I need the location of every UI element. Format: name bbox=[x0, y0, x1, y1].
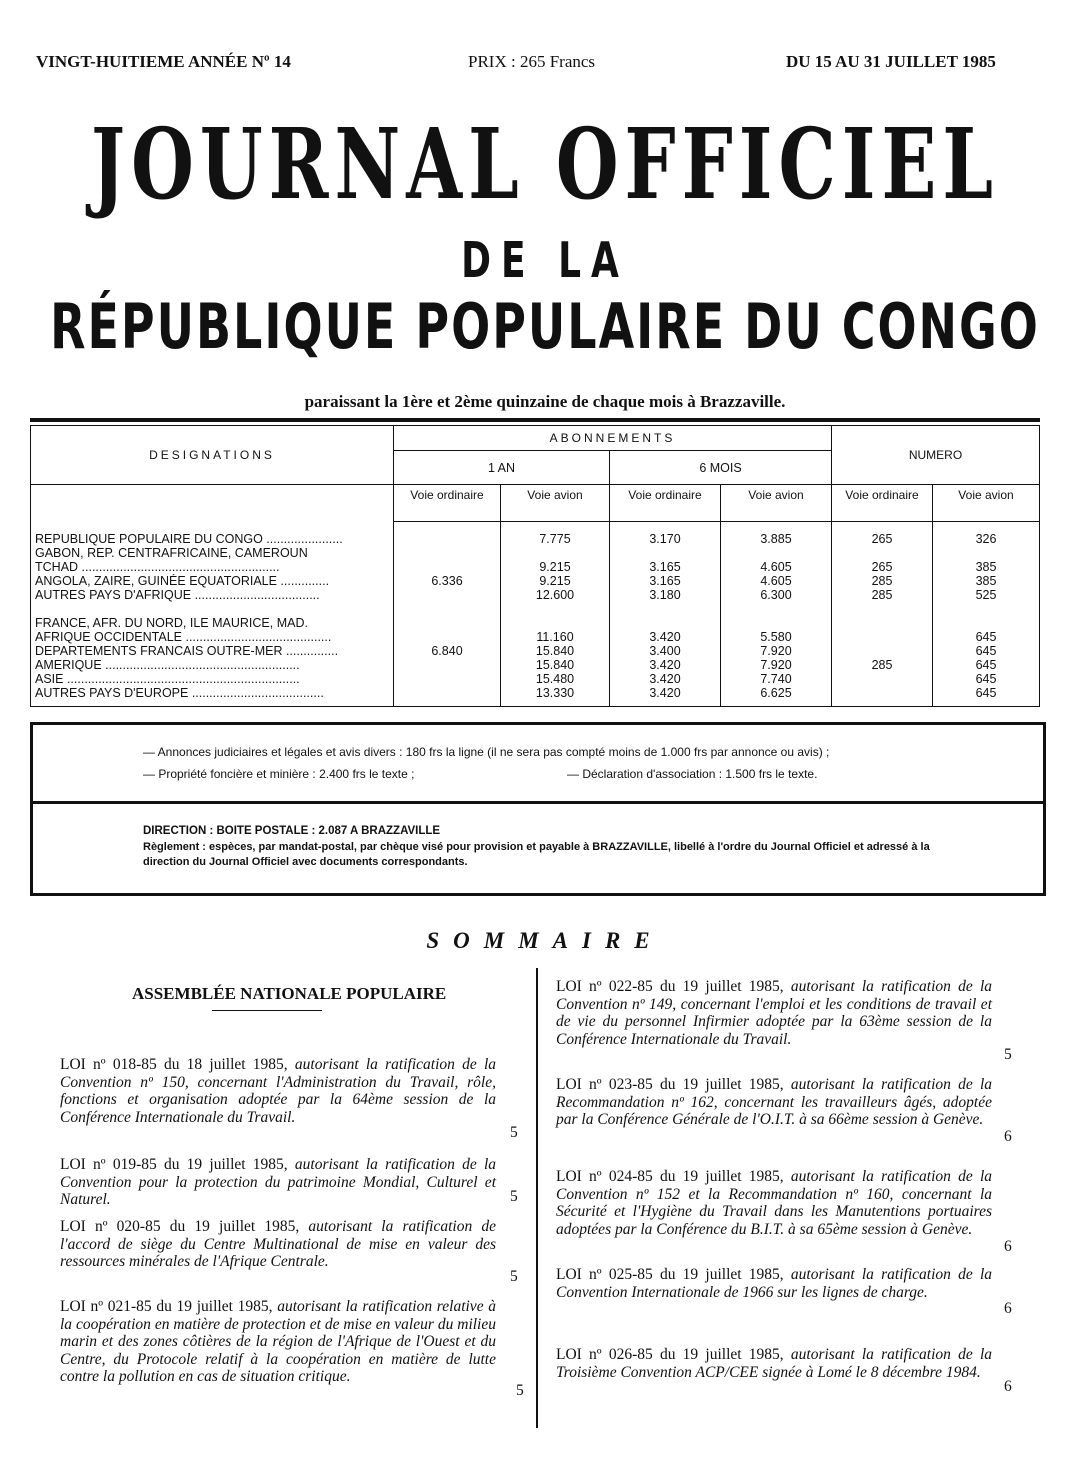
loi-description: autorisant la ratification de la Convention nº 149, concernant l'emploi et les conditions de travail et de vie du personnel Infirmier adoptée par la 63ème session de la Conférence Internationale du Travail. bbox=[556, 978, 993, 1048]
cell-value: 3.180 bbox=[649, 588, 681, 602]
cell-value: 7.920 bbox=[760, 644, 792, 658]
country-row: AUTRES PAYS D'AFRIQUE .................................... bbox=[35, 587, 320, 602]
loi-reference: LOI nº 026-85 du 19 juillet 1985, bbox=[556, 1346, 784, 1363]
col-num-avion: Voie avion bbox=[933, 485, 1040, 522]
cell-value: 326 bbox=[975, 532, 997, 546]
page-number: 5 bbox=[510, 1188, 518, 1205]
price: PRIX : 265 Francs bbox=[468, 52, 596, 71]
page-number: 6 bbox=[1004, 1300, 1012, 1317]
cell-value: 645 bbox=[975, 672, 997, 686]
page-number: 5 bbox=[1004, 1046, 1012, 1063]
country-row: REPUBLIQUE POPULAIRE DU CONGO ...................... bbox=[35, 531, 343, 546]
sommaire-entry bbox=[60, 1218, 496, 1271]
note-annonces: — Annonces judiciaires et légales et avis divers : 180 frs la ligne (il ne sera pas compté moins de 1.000 frs par annonce ou avis) ; bbox=[143, 745, 830, 759]
cell-value: 385 bbox=[975, 574, 997, 588]
col-an-ordinaire: Voie ordinaire bbox=[394, 485, 501, 522]
page-number: 5 bbox=[516, 1382, 524, 1399]
cell-value: 11.160 bbox=[536, 630, 574, 644]
cell-value: 645 bbox=[975, 686, 997, 700]
subscription-table bbox=[30, 425, 1040, 707]
cell-value bbox=[501, 546, 609, 560]
country-row: FRANCE, AFR. DU NORD, ILE MAURICE, MAD. bbox=[35, 615, 308, 630]
notes-divider bbox=[33, 801, 1043, 804]
sommaire-entry bbox=[556, 1266, 992, 1301]
cell-value: 3.165 bbox=[649, 560, 681, 574]
loi-description: autorisant la ratification de l'accord de siège du Centre Multinational de mise en valeur des ressources minérales de l'Afrique Centrale. bbox=[60, 1218, 497, 1270]
cell-value: 6.336 bbox=[431, 574, 463, 588]
loi-description: autorisant la ratification de la Recommandation nº 162, concernant les travailleurs âgés, adoptée par la Conférence Générale de l'O.I.T. à sa 66ème session à Genève. bbox=[556, 1076, 993, 1128]
loi-description: autorisant la ratification de la Convention nº 150, concernant l'Administration du Travail, rôle, fonctions et organisation adoptée par la 64ème session de la Conférence Internationale du Travail. bbox=[60, 1056, 497, 1126]
cell-value: 3.170 bbox=[649, 532, 681, 546]
masthead-rule bbox=[30, 418, 1040, 422]
col-an-avion: Voie avion bbox=[501, 485, 610, 522]
header-numero: NUMERO bbox=[832, 426, 1040, 485]
country-row: AUTRES PAYS D'EUROPE ...................................... bbox=[35, 685, 324, 700]
cell-value: 265 bbox=[871, 532, 893, 546]
cell-value: 5.580 bbox=[760, 630, 792, 644]
an-ordinaire-values bbox=[394, 522, 501, 707]
loi-reference: LOI nº 020-85 du 19 juillet 1985, bbox=[60, 1218, 300, 1235]
cell-value: 7.775 bbox=[539, 532, 571, 546]
cell-value: 3.420 bbox=[649, 630, 681, 644]
cell-value: 12.600 bbox=[535, 588, 575, 602]
cell-value bbox=[610, 546, 720, 560]
masthead-title: JOURNAL OFFICIEL bbox=[91, 106, 999, 221]
cell-value: 9.215 bbox=[539, 560, 571, 574]
num-avion-values bbox=[933, 522, 1040, 707]
note-propriete: — Propriété foncière et minière : 2.400 frs le texte ; bbox=[143, 767, 415, 781]
cell-value: 385 bbox=[975, 560, 997, 574]
section-underline bbox=[212, 1010, 322, 1011]
col-mois-ordinaire: Voie ordinaire bbox=[610, 485, 721, 522]
loi-reference: LOI nº 024-85 du 19 juillet 1985, bbox=[556, 1168, 784, 1185]
cell-value bbox=[501, 616, 609, 630]
page-number: 6 bbox=[1004, 1128, 1012, 1145]
cell-value: 285 bbox=[871, 658, 893, 672]
cell-value bbox=[721, 546, 831, 560]
cell-value: 15.840 bbox=[535, 658, 575, 672]
country-row: TCHAD ......................................................... bbox=[35, 559, 280, 574]
loi-reference: LOI nº 021-85 du 19 juillet 1985, bbox=[60, 1298, 273, 1315]
cell-value: 3.420 bbox=[649, 672, 681, 686]
cell-value: 645 bbox=[975, 644, 997, 658]
country-row: GABON, REP. CENTRAFRICAINE, CAMEROUN bbox=[35, 545, 308, 560]
cell-value: 7.740 bbox=[760, 672, 792, 686]
cell-value: 645 bbox=[975, 630, 997, 644]
cell-value bbox=[721, 616, 831, 630]
cell-value: 285 bbox=[871, 588, 893, 602]
header-abonnements: ABONNEMENTS bbox=[394, 426, 832, 451]
page-number: 6 bbox=[1004, 1238, 1012, 1255]
header-6-mois: 6 MOIS bbox=[610, 451, 832, 485]
payment-rules: Règlement : espèces, par mandat-postal, par chèque visé pour provision et payable à BRAZZAVILLE, libellé à l'ordre du Journal Officiel et adressé à la direction du Journal Officiel avec documents correspondants. bbox=[143, 841, 930, 868]
cell-value: 6.300 bbox=[760, 588, 792, 602]
sommaire-entry bbox=[60, 1298, 496, 1386]
cell-value: 6.840 bbox=[431, 644, 463, 658]
loi-description: autorisant la ratification de la Troisième Convention ACP/CEE signée à Lomé le 8 décembre 1984. bbox=[556, 1346, 993, 1381]
cell-value: 15.840 bbox=[535, 644, 575, 658]
cell-value: 265 bbox=[871, 560, 893, 574]
page-number: 5 bbox=[510, 1268, 518, 1285]
loi-reference: LOI nº 023-85 du 19 juillet 1985, bbox=[556, 1076, 784, 1093]
cell-value: 3.400 bbox=[649, 644, 681, 658]
cell-value: 285 bbox=[871, 574, 893, 588]
country-row: ANGOLA, ZAIRE, GUINÉE EQUATORIALE .............. bbox=[35, 573, 330, 588]
header-1-an: 1 AN bbox=[394, 451, 610, 485]
country-row: AMERIQUE ........................................................ bbox=[35, 657, 300, 672]
num-ordinaire-values bbox=[832, 522, 933, 707]
loi-reference: LOI nº 019-85 du 19 juillet 1985, bbox=[60, 1156, 288, 1173]
col-num-ordinaire: Voie ordinaire bbox=[832, 485, 933, 522]
cell-value: 6.625 bbox=[760, 686, 792, 700]
sommaire-entry bbox=[60, 1056, 496, 1126]
loi-description: autorisant la ratification relative à la coopération en matière de protection et de mise en valeur du milieu marin et des zones côtières de la région de l'Afrique de l'Ouest et du Centre, du Protocole relatif à la coopération en matière de lutte contre la pollution en cas de situation critique. bbox=[60, 1298, 497, 1385]
column-divider bbox=[536, 968, 538, 1428]
mois-ordinaire-values bbox=[610, 522, 721, 707]
an-avion-values bbox=[501, 522, 610, 707]
issue-number: VINGT-HUITIEME ANNÉE Nº 14 bbox=[36, 52, 291, 71]
note-declaration: — Déclaration d'association : 1.500 frs le texte. bbox=[567, 767, 818, 781]
header-spacer bbox=[31, 485, 394, 522]
country-list bbox=[31, 522, 394, 707]
cell-value bbox=[832, 546, 932, 560]
country-row: AFRIQUE OCCIDENTALE .......................................... bbox=[35, 629, 332, 644]
cell-value: 3.165 bbox=[649, 574, 681, 588]
masthead-country: RÉPUBLIQUE POPULAIRE DU CONGO bbox=[50, 290, 1040, 363]
cell-value bbox=[933, 546, 1039, 560]
country-row: ASIE ................................................................... bbox=[35, 671, 300, 686]
loi-reference: LOI nº 018-85 du 18 juillet 1985, bbox=[60, 1056, 288, 1073]
loi-reference: LOI nº 022-85 du 19 juillet 1985, bbox=[556, 978, 784, 995]
cell-value: 3.420 bbox=[649, 686, 681, 700]
cell-value bbox=[610, 616, 720, 630]
cell-value: 645 bbox=[975, 658, 997, 672]
notes-box bbox=[30, 722, 1046, 896]
country-row: DEPARTEMENTS FRANCAIS OUTRE-MER ............... bbox=[35, 643, 339, 658]
sommaire-entry bbox=[556, 1076, 992, 1129]
cell-value: 15.480 bbox=[535, 672, 575, 686]
sommaire-entry bbox=[60, 1156, 496, 1209]
cell-value: 525 bbox=[975, 588, 997, 602]
col-mois-avion: Voie avion bbox=[721, 485, 832, 522]
sommaire-title: SOMMAIRE bbox=[426, 928, 664, 953]
cell-value: 3.420 bbox=[649, 658, 681, 672]
issue-date: DU 15 AU 31 JUILLET 1985 bbox=[786, 52, 996, 71]
loi-reference: LOI nº 025-85 du 19 juillet 1985, bbox=[556, 1266, 784, 1283]
loi-description: autorisant la ratification de la Convention nº 152 et la Recommandation nº 160, concernant la Sécurité et l'Hygiène du Travail dans les Manutentions portuaires adoptées par la Conférence du B.I.T. à sa 65ème session à Genève. bbox=[556, 1168, 993, 1238]
loi-description: autorisant la ratification de la Convention pour la protection du patrimoine Mondial, Culturel et Naturel. bbox=[60, 1156, 497, 1208]
sommaire-entry bbox=[556, 978, 992, 1048]
cell-value: 13.330 bbox=[535, 686, 575, 700]
cell-value: 4.605 bbox=[760, 560, 792, 574]
masthead-de-la: DE LA bbox=[461, 234, 629, 290]
cell-value: 9.215 bbox=[539, 574, 571, 588]
mois-avion-values bbox=[721, 522, 832, 707]
page-number: 5 bbox=[510, 1124, 518, 1141]
header-designations: DESIGNATIONS bbox=[31, 426, 394, 485]
section-title: ASSEMBLÉE NATIONALE POPULAIRE bbox=[132, 984, 447, 1003]
cell-value: 3.885 bbox=[760, 532, 792, 546]
direction-address: DIRECTION : BOITE POSTALE : 2.087 A BRAZZAVILLE bbox=[143, 825, 441, 837]
cell-value: 7.920 bbox=[760, 658, 792, 672]
cell-value: 4.605 bbox=[760, 574, 792, 588]
masthead-subtitle: paraissant la 1ère et 2ème quinzaine de chaque mois à Brazzaville. bbox=[304, 392, 786, 411]
sommaire-entry bbox=[556, 1346, 992, 1381]
page-number: 6 bbox=[1004, 1378, 1012, 1395]
cell-value bbox=[933, 616, 1039, 630]
loi-description: autorisant la ratification de la Convention Internationale de 1966 sur les lignes de charge. bbox=[556, 1266, 993, 1301]
sommaire-entry bbox=[556, 1168, 992, 1238]
